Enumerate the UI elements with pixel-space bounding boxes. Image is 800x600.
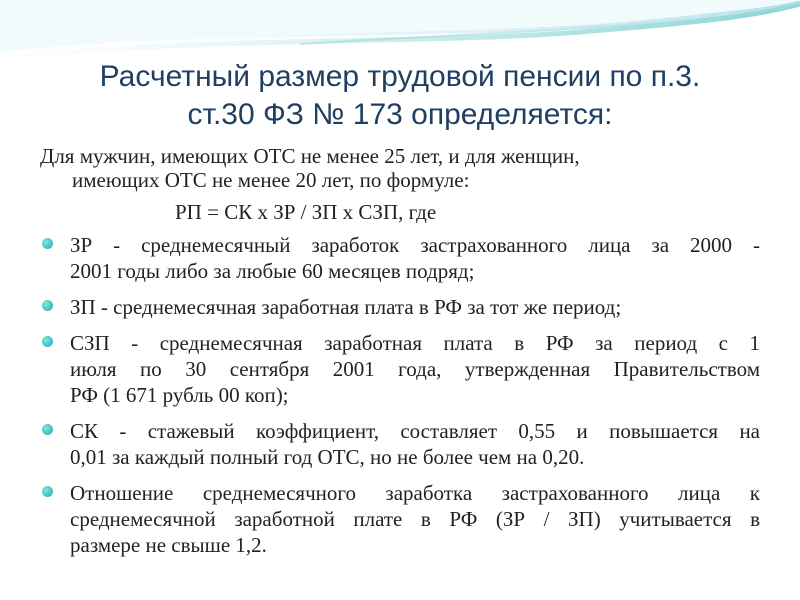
item-line: РФ (1 671 рубль 00 коп);	[70, 383, 289, 407]
bullet-icon	[42, 336, 53, 347]
item-line: ЗР - среднемесячный заработок застрахованного лица за 2000 -	[70, 233, 760, 257]
item-line: СК - стажевый коэффициент, составляет 0,55 и повышается на	[70, 419, 760, 443]
item-line: 0,01 за каждый полный год ОТС, но не более чем на 0,20.	[70, 445, 585, 469]
bullet-icon	[42, 424, 53, 435]
bullet-icon	[42, 486, 53, 497]
definition-list	[40, 232, 760, 568]
list-item-szp	[40, 330, 760, 408]
item-line: Отношение среднемесячного заработка застрахованного лица к	[70, 481, 760, 505]
list-item-sk	[40, 418, 760, 470]
intro-line-1: Для мужчин, имеющих ОТС не менее 25 лет, и для женщин,	[40, 144, 580, 168]
item-line: ЗП - среднемесячная заработная плата в РФ за тот же период;	[70, 295, 622, 319]
bullet-icon	[42, 300, 53, 311]
title-line-2: ст.30 ФЗ № 173 определяется:	[187, 98, 613, 131]
list-item-ratio	[40, 480, 760, 558]
item-line: июля по 30 сентября 2001 года, утвержденная Правительством	[70, 357, 760, 381]
bullet-icon	[42, 238, 53, 249]
slide-title	[20, 58, 780, 134]
formula: РП = СК х ЗР / ЗП х СЗП, где	[175, 200, 437, 224]
list-item-zp	[40, 294, 760, 320]
item-line: СЗП - среднемесячная заработная плата в РФ за период с 1	[70, 331, 760, 355]
intro-line-2: имеющих ОТС не менее 20 лет, по формуле:	[72, 168, 470, 192]
intro-text	[40, 144, 760, 192]
item-line: размере не свыше 1,2.	[70, 533, 267, 557]
list-item-zr	[40, 232, 760, 284]
title-line-1: Расчетный размер трудовой пенсии по п.3.	[99, 60, 701, 93]
item-line: 2001 годы либо за любые 60 месяцев подряд;	[70, 259, 475, 283]
item-line: среднемесячной заработной плате в РФ (ЗР / ЗП) учитывается в	[70, 507, 760, 531]
